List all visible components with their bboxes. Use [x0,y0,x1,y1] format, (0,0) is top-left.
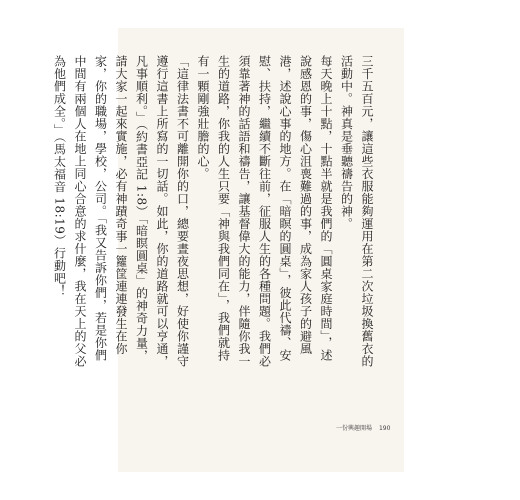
paragraph-2: 每天晚上十點，十點半就是我們的「圓桌家庭時間」，述說感恩的事，傷心沮喪難過的事，成為家人孩子的避風港，述說心事的地方。在「暗瞑的圓桌」，彼此代禱、安慰、扶持，繼續不斷往前，征服人生的各種問題。我們必須靠著神的話語和禱告，讓基督偉大的能力，伴隨你我一生的道路，你我的人生只要「神與我們同在」，我們就持有一顆剛強壯膽的心。 [196,55,333,368]
paragraph-3: 「這律法書不可離開你的口，總要晝夜思想，好使你謹守遵行這書上所寫的一切話。如此，你的道路就可以亨通，凡事順利。」（約書亞記 1:8）「暗瞑圓桌」的神奇力量，請大家一起來實施，必有神蹟奇事一籮筐連連發生在你家，你的職場，學校，公司。「我又告訴你們，若是你們中間有兩個人在地上同心合意的求什麼，我在天上的父必為他們成全。」（馬太福音 18:19）行動吧！ [52,55,190,368]
page-number: 190 [378,425,391,432]
paragraph-1: 三千五百元，讓這些衣服能夠運用在第二次垃圾換舊衣的活動中。神真是垂聽禱告的神。 [339,55,374,368]
running-head: 一份興趣開場 [336,425,373,432]
page-footer [336,423,390,432]
body-text [52,55,377,368]
book-page [52,28,404,472]
